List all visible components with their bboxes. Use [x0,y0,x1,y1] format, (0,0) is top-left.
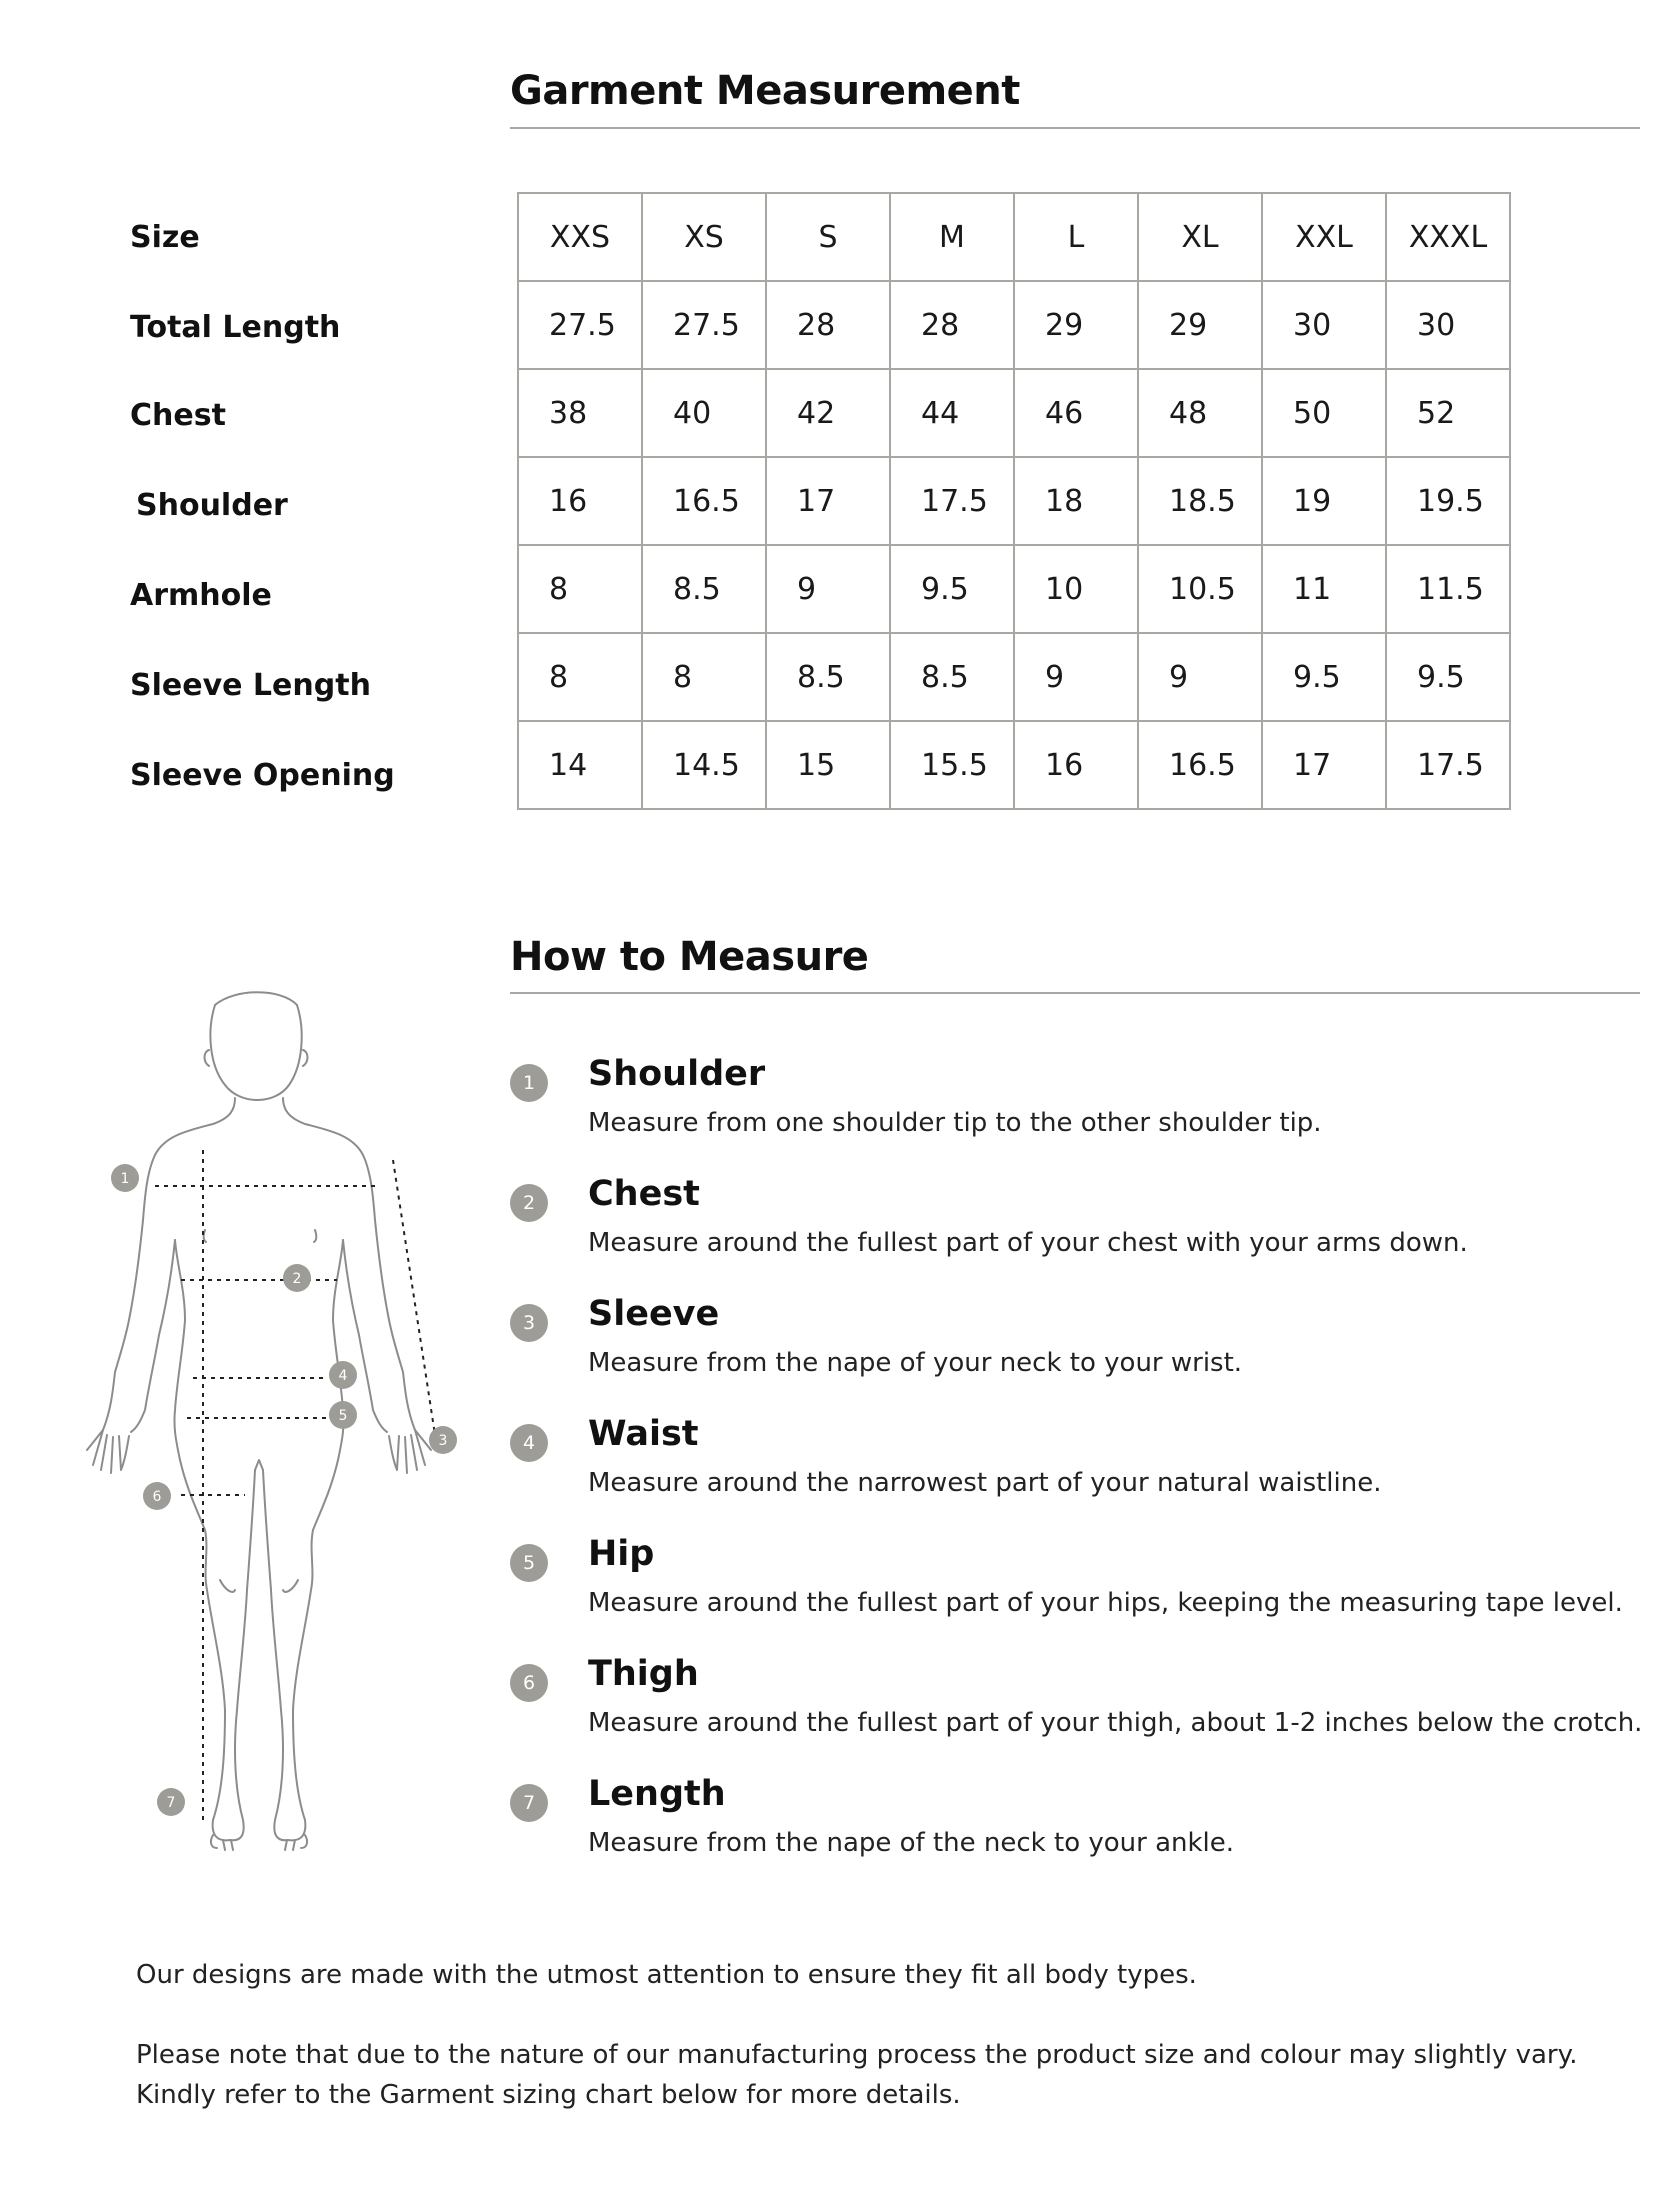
table-cell: 9.5 [1262,633,1386,721]
table-cell: 10.5 [1138,545,1262,633]
table-cell: 8 [518,633,642,721]
table-cell: 50 [1262,369,1386,457]
svg-text:1: 1 [120,1171,130,1187]
table-cell: 17.5 [1386,721,1510,809]
table-cell: 16.5 [642,457,766,545]
table-cell: 17 [1262,721,1386,809]
table-cell: 28 [890,281,1014,369]
svg-text:4: 4 [338,1368,348,1384]
row-label-shoulder: Shoulder [136,488,288,523]
step-number-badge: 2 [510,1184,548,1222]
table-cell: 10 [1014,545,1138,633]
sleeve-guide [393,1160,437,1448]
row-label-total-length: Total Length [130,310,341,345]
table-row [518,457,1510,545]
table-cell: 17.5 [890,457,1014,545]
marker-2 [283,1264,311,1292]
step-title: Thigh [588,1654,699,1694]
table-cell: 8.5 [642,545,766,633]
svg-text:6: 6 [152,1489,162,1505]
table-cell: 17 [766,457,890,545]
step-description: Measure around the fullest part of your hips, keeping the measuring tape level. [588,1588,1623,1618]
fit-note: Our designs are made with the utmost attention to ensure they fit all body types. [136,1960,1197,1990]
table-cell: 48 [1138,369,1262,457]
marker-3 [429,1426,457,1454]
marker-1 [111,1164,139,1192]
table-cell: 18.5 [1138,457,1262,545]
table-cell: 27.5 [518,281,642,369]
table-cell: 8.5 [766,633,890,721]
step-number-badge: 6 [510,1664,548,1702]
svg-text:3: 3 [438,1433,448,1449]
table-cell: 46 [1014,369,1138,457]
table-cell: 11 [1262,545,1386,633]
step-description: Measure around the fullest part of your thigh, about 1-2 inches below the crotch. [588,1708,1643,1738]
how-to-measure-title: How to Measure [510,934,869,980]
size-header-cell: XS [642,193,766,281]
table-cell: 9 [1014,633,1138,721]
step-description: Measure from the nape of the neck to your ankle. [588,1828,1235,1858]
body-measurement-figure [85,990,475,1860]
size-header-cell: L [1014,193,1138,281]
step-number-badge: 4 [510,1424,548,1462]
step-title: Waist [588,1414,699,1454]
size-header-cell: M [890,193,1014,281]
table-row [518,545,1510,633]
table-cell: 40 [642,369,766,457]
size-header-cell: S [766,193,890,281]
step-number-badge: 1 [510,1064,548,1102]
size-chart-table [517,192,1511,810]
row-label-size: Size [130,220,200,255]
step-number-badge: 7 [510,1784,548,1822]
size-header-cell: XXS [518,193,642,281]
table-cell: 9 [1138,633,1262,721]
row-label-sleeve-length: Sleeve Length [130,668,371,703]
marker-7 [157,1788,185,1816]
table-cell: 38 [518,369,642,457]
table-cell: 11.5 [1386,545,1510,633]
table-cell: 15 [766,721,890,809]
table-cell: 52 [1386,369,1510,457]
garment-measurement-title: Garment Measurement [510,68,1020,114]
step-description: Measure from one shoulder tip to the other shoulder tip. [588,1108,1322,1138]
table-cell: 9.5 [1386,633,1510,721]
step-number-badge: 3 [510,1304,548,1342]
table-cell: 15.5 [890,721,1014,809]
table-row [518,721,1510,809]
body-outline-illustration [85,990,475,1860]
step-title: Hip [588,1534,655,1574]
table-cell: 8.5 [890,633,1014,721]
table-cell: 16 [518,457,642,545]
step-number-badge: 5 [510,1544,548,1582]
row-label-sleeve-opening: Sleeve Opening [130,758,395,793]
table-cell: 8 [518,545,642,633]
title-divider [510,127,1640,129]
svg-text:2: 2 [292,1271,302,1287]
how-to-divider [510,992,1640,994]
step-title: Sleeve [588,1294,720,1334]
table-cell: 27.5 [642,281,766,369]
size-header-cell: XXXL [1386,193,1510,281]
step-title: Chest [588,1174,700,1214]
marker-5 [329,1401,357,1429]
table-cell: 16.5 [1138,721,1262,809]
step-description: Measure around the fullest part of your chest with your arms down. [588,1228,1468,1258]
table-cell: 16 [1014,721,1138,809]
table-row [518,281,1510,369]
table-cell: 9 [766,545,890,633]
step-title: Length [588,1774,726,1814]
row-label-chest: Chest [130,398,226,433]
step-description: Measure from the nape of your neck to your wrist. [588,1348,1243,1378]
size-header-cell: XXL [1262,193,1386,281]
table-cell: 14 [518,721,642,809]
marker-6 [143,1482,171,1510]
step-title: Shoulder [588,1054,766,1094]
table-cell: 19.5 [1386,457,1510,545]
marker-4 [329,1361,357,1389]
table-cell: 42 [766,369,890,457]
table-cell: 30 [1262,281,1386,369]
table-row [518,369,1510,457]
refer-chart-note: Kindly refer to the Garment sizing chart below for more details. [136,2080,961,2110]
table-cell: 9.5 [890,545,1014,633]
step-description: Measure around the narrowest part of your natural waistline. [588,1468,1382,1498]
table-cell: 44 [890,369,1014,457]
svg-text:5: 5 [338,1408,348,1424]
svg-text:7: 7 [166,1795,176,1811]
table-cell: 30 [1386,281,1510,369]
row-label-armhole: Armhole [130,578,272,613]
table-cell: 18 [1014,457,1138,545]
table-cell: 8 [642,633,766,721]
table-cell: 19 [1262,457,1386,545]
size-header-cell: XL [1138,193,1262,281]
table-cell: 28 [766,281,890,369]
table-cell: 29 [1138,281,1262,369]
table-row [518,633,1510,721]
table-cell: 14.5 [642,721,766,809]
variation-note: Please note that due to the nature of our manufacturing process the product size and colour may slightly vary. [136,2040,1578,2070]
size-header-row [518,193,1510,281]
table-cell: 29 [1014,281,1138,369]
